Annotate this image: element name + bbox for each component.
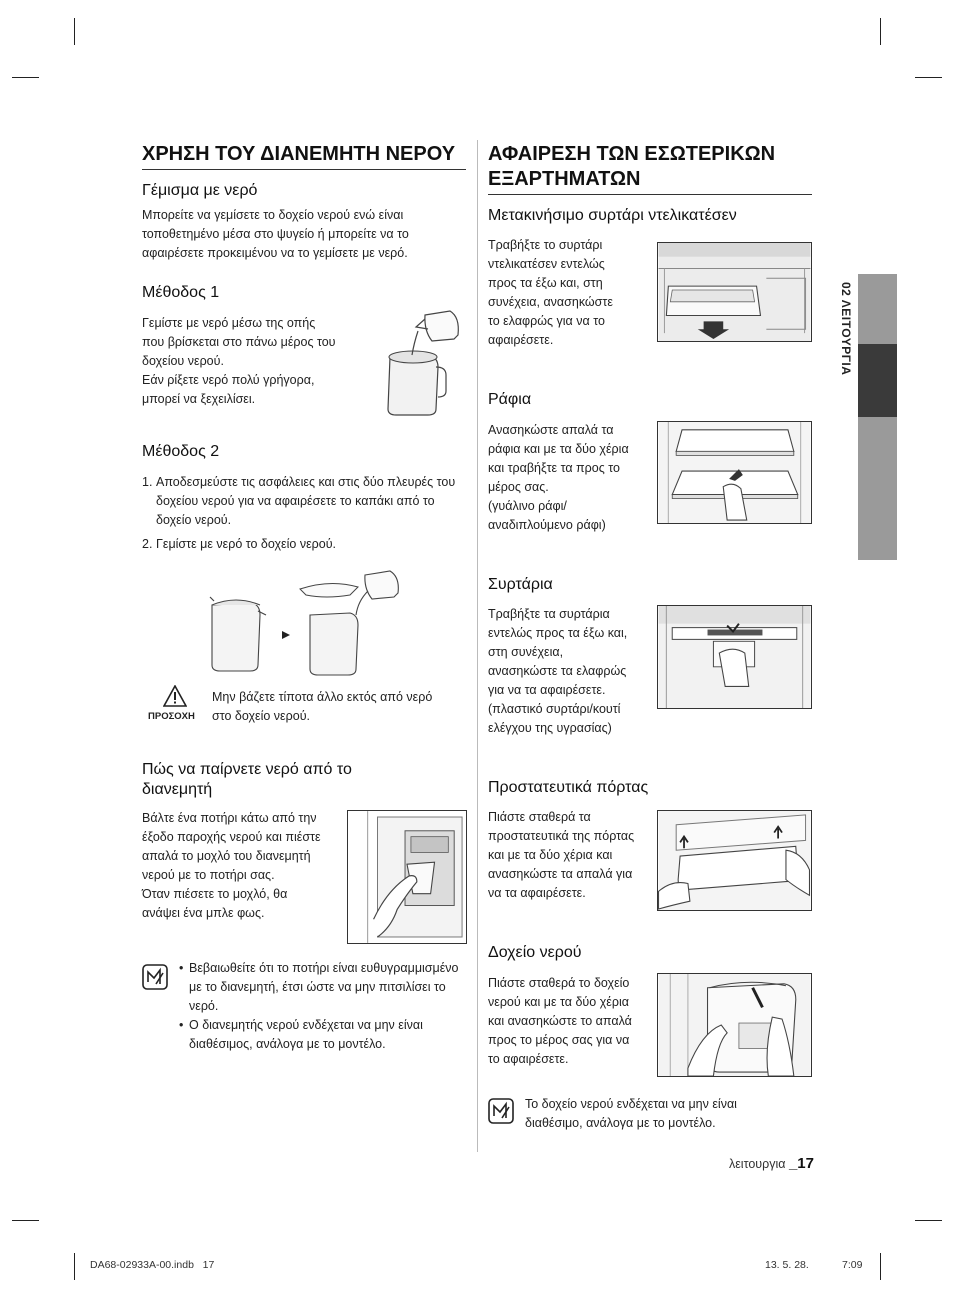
list-item: 2. Γεμίστε με νερό το δοχείο νερού. <box>142 537 337 551</box>
heading-shelves: Ράφια <box>488 391 532 408</box>
heading-drawers: Συρτάρια <box>488 576 553 593</box>
figure-shelves <box>657 421 812 524</box>
slug-time: 7:09 <box>842 1259 863 1271</box>
heading-filling: Γέμισμα με νερό <box>142 182 258 199</box>
page-footer <box>660 1155 814 1173</box>
text-drawers: Τραβήξτε τα συρτάρια εντελώς προς τα έξω και, στη συνέχεια, ανασηκώστε τα ελαφρώς για να τα αφαιρέσετε. (πλαστικό συρτάρι/κουτί ελέγχου της υγρασίας) <box>488 607 628 735</box>
list-item: • Ο διανεμητής νερού ενδέχεται να μην είναι διαθέσιμος, ανάλογα με το μοντέλο. <box>179 1016 469 1054</box>
crop-mark <box>915 1220 942 1221</box>
tab-label-area <box>836 274 858 560</box>
tab-background <box>858 274 897 560</box>
heading-method1: Μέθοδος 1 <box>142 284 220 301</box>
caution-text: Μην βάζετε τίποτα άλλο εκτός από νερό στο δοχείο νερού. <box>212 690 433 723</box>
crop-mark <box>915 77 942 78</box>
text-filling: Μπορείτε να γεμίσετε το δοχείο νερού ενώ είναι τοποθετημένο μέσα στο ψυγείο ή μπορείτε να το αφαιρέσετε προκειμένου να το γεμίσετε με νερό. <box>142 208 409 260</box>
crop-mark <box>880 18 881 45</box>
list-item: 1. Αποδεσμεύστε τις ασφάλειες και στις δύο πλευρές του δοχείου νερού για να αφαιρέσετε το καπάκι από το δοχείο νερού. <box>142 475 456 527</box>
heading-deli-drawer: Μετακινήσιμο συρτάρι ντελικατέσεν <box>488 207 737 224</box>
heading-dispense: Πώς να παίρνετε νερό από το διανεμητή <box>142 761 352 798</box>
illustration-method2 <box>200 565 415 680</box>
crop-mark <box>12 1220 39 1221</box>
caution-icon <box>163 685 187 707</box>
chapter-side-tab <box>836 274 897 560</box>
page-number: _17 <box>788 1155 814 1172</box>
figure-water-tank <box>657 973 812 1077</box>
illustration-method1 <box>380 305 465 417</box>
text-shelves: Ανασηκώστε απαλά τα ράφια και με τα δύο χέρια και τραβήξτε τα προς το μέρος σας. (γυάλινο ράφι/ αναδιπλούμενο ράφι) <box>488 423 629 532</box>
heading-water-tank: Δοχείο νερού <box>488 944 582 961</box>
tab-label: 02 ΛΕΙΤΟΥΡΓΙΑ <box>839 282 853 376</box>
text-method1: Γεμίστε με νερό μέσω της οπής που βρίσκεται στο πάνω μέρος του δοχείου νερού. Εάν ρίξετε νερό πολύ γρήγορα, μπορεί να ξεχειλίσει. <box>142 316 336 406</box>
figure-dispenser <box>347 810 467 944</box>
section-title-remove-parts: ΑΦΑΙΡΕΣΗ ΤΩΝ ΕΣΩΤΕΡΙΚΩΝ ΕΞΑΡΤΗΜΑΤΩΝ <box>488 142 812 195</box>
slug-date: 13. 5. 28. <box>765 1259 809 1271</box>
list-item: • Βεβαιωθείτε ότι το ποτήρι είναι ευθυγραμμισμένο με το διανεμητή, έτσι ώστε να μην πιτσιλίσει το νερό. <box>179 959 469 1016</box>
text-water-tank: Πιάστε σταθερά το δοχείο νερού και με τα δύο χέρια και ανασηκώστε το απαλά προς το μέρος σας για να το αφαιρέσετε. <box>488 976 632 1066</box>
figure-door-guards <box>657 810 812 911</box>
note-icon <box>488 1098 514 1124</box>
note-water-tank: Το δοχείο νερού ενδέχεται να μην είναι διαθέσιμο, ανάλογα με το μοντέλο. <box>525 1097 737 1130</box>
crop-mark <box>74 1253 75 1280</box>
figure-drawers <box>657 605 812 709</box>
crop-mark <box>880 1253 881 1280</box>
section-title-water-dispenser: ΧΡΗΣΗ ΤΟΥ ΔΙΑΝΕΜΗΤΗ ΝΕΡΟΥ <box>142 142 466 170</box>
text-deli-drawer: Τραβήξτε το συρτάρι ντελικατέσεν εντελώς προς τα έξω και, στη συνέχεια, ανασηκώστε το ελαφρώς για να το αφαιρέσετε. <box>488 238 613 347</box>
method2-steps <box>142 473 464 559</box>
tab-active-marker <box>858 344 897 417</box>
footer-section: λειτουργια <box>728 1157 789 1171</box>
text-dispense: Βάλτε ένα ποτήρι κάτω από την έξοδο παροχής νερού και πιέστε απαλά το μοχλό του διανεμητή νερού με το ποτήρι σας. Όταν πιέσετε το μοχλό, θα ανάψει ένα μπλε φως. <box>142 811 321 920</box>
caution-label: ΠΡΟΣΟΧΗ <box>148 711 195 722</box>
note-icon <box>142 964 168 990</box>
notes-list <box>179 959 469 1054</box>
slug-file: DA68-02933A-00.indb 17 <box>90 1259 215 1271</box>
text-door-guards: Πιάστε σταθερά τα προστατευτικά της πόρτας και με τα δύο χέρια και ανασηκώστε τα απαλά για να τα αφαιρέσετε. <box>488 810 635 900</box>
crop-mark <box>12 77 39 78</box>
column-divider <box>477 140 478 1152</box>
heading-method2: Μέθοδος 2 <box>142 443 220 460</box>
figure-deli-drawer <box>657 242 812 342</box>
crop-mark <box>74 18 75 45</box>
heading-door-guards: Προστατευτικά πόρτας <box>488 779 649 796</box>
